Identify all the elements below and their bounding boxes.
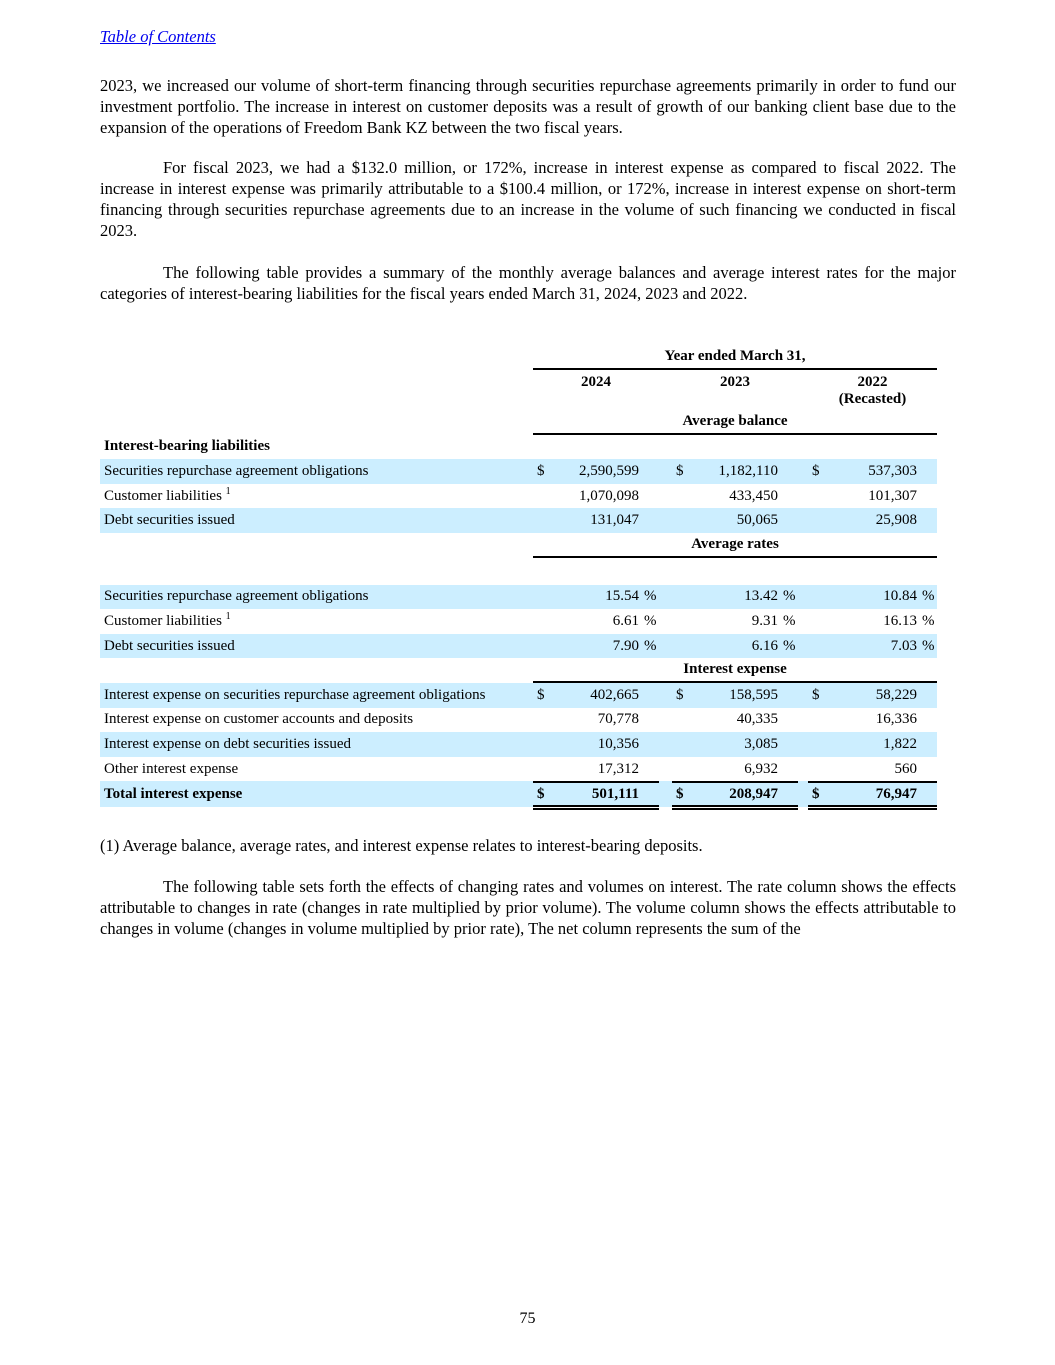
cell-value: 131,047 — [590, 512, 639, 529]
year-2024-header — [533, 374, 659, 391]
cell-value: 537,303 — [868, 462, 917, 479]
row-label: Debt securities issued — [104, 637, 235, 654]
cell-2024 — [533, 732, 659, 757]
percent-sign: % — [922, 588, 935, 605]
table-row — [100, 732, 937, 757]
recasted-label: (Recasted) — [838, 391, 907, 407]
cell-value: 1,822 — [883, 735, 917, 752]
section-header-row — [100, 533, 937, 558]
page-number: 75 — [519, 1310, 536, 1327]
cell-2022 — [808, 683, 937, 708]
table-header-row — [100, 348, 937, 370]
cell-value: 16.13 — [883, 612, 917, 629]
cell-2023 — [672, 781, 798, 807]
column-gap — [798, 585, 808, 610]
cell-2023 — [672, 757, 798, 782]
cell-2022 — [808, 508, 937, 533]
dollar-sign: $ — [812, 462, 820, 479]
year-2022-header — [808, 374, 937, 408]
column-gap — [659, 374, 672, 410]
column-gap — [659, 732, 672, 757]
cell-value: 58,229 — [875, 686, 917, 703]
table-row — [100, 585, 937, 610]
cell-2024 — [533, 508, 659, 533]
footnote-marker: 1 — [225, 485, 231, 497]
cell-value: 208,947 — [729, 785, 778, 802]
group-heading: Interest-bearing liabilities — [104, 438, 270, 455]
row-label — [100, 610, 533, 630]
column-gap — [659, 609, 672, 634]
table-row — [100, 459, 937, 484]
dollar-sign: $ — [537, 686, 545, 703]
group-heading-row — [100, 435, 937, 460]
cell-2023 — [672, 609, 798, 634]
cell-value: 3,085 — [744, 735, 778, 752]
paragraph-rate-volume: The following table sets forth the effects of changing rates and volumes on interest. The rate column shows the effects attributable to changes in rate (changes in rate multiplied by prior volume). The volume column shows the effects attributable to changes in volume (changes in volume multiplied by prior rate), The net column represents the sum of the — [100, 877, 956, 938]
cell-value: 17,312 — [597, 760, 639, 777]
dollar-sign: $ — [676, 785, 684, 802]
column-gap — [798, 683, 808, 708]
cell-value: 101,307 — [868, 487, 917, 504]
footnote-marker: 1 — [225, 610, 231, 622]
row-label-text: Customer liabilities — [104, 487, 222, 504]
cell-2023 — [672, 634, 798, 659]
cell-2022 — [808, 757, 937, 782]
cell-2024 — [533, 683, 659, 708]
table-row — [100, 683, 937, 708]
section-title-average-rates: Average rates — [533, 533, 937, 558]
dollar-sign: $ — [812, 785, 820, 802]
year-label: 2023 — [720, 374, 750, 390]
percent-sign: % — [644, 588, 657, 605]
cell-2022 — [808, 634, 937, 659]
paragraph-fiscal-2023: For fiscal 2023, we had a $132.0 million, or 172%, increase in interest expense as compared to fiscal 2022. The increase in interest expense was primarily attributable to a $100.4 million, or 172%, increase in interest expense on short-term financing through securities repurchase agreements due to an increase in the volume of such financing we conducted in fiscal 2023. — [100, 158, 956, 240]
column-gap — [798, 757, 808, 782]
cell-value: 501,111 — [591, 785, 639, 802]
column-gap — [659, 484, 672, 509]
cell-value: 1,182,110 — [718, 462, 778, 479]
cell-value: 76,947 — [875, 785, 917, 802]
cell-value: 158,595 — [729, 686, 778, 703]
column-gap — [798, 781, 808, 807]
cell-value: 50,065 — [736, 512, 778, 529]
row-label: Total interest expense — [104, 785, 243, 802]
cell-2022 — [808, 781, 937, 807]
cell-value: 16,336 — [875, 711, 917, 728]
cell-value: 13.42 — [744, 588, 778, 605]
cell-2022 — [808, 609, 937, 634]
year-label: 2024 — [581, 374, 611, 390]
cell-value: 560 — [894, 760, 917, 777]
table-row — [100, 708, 937, 733]
column-gap — [659, 757, 672, 782]
cell-value: 7.90 — [612, 637, 639, 654]
row-label: Securities repurchase agreement obligations — [104, 462, 369, 479]
row-label: Interest expense on debt securities issued — [104, 735, 352, 752]
cell-2023 — [672, 484, 798, 509]
percent-sign: % — [783, 612, 796, 629]
row-label: Other interest expense — [104, 760, 239, 777]
interest-liabilities-table — [100, 348, 937, 807]
column-gap — [798, 484, 808, 509]
table-row — [100, 609, 937, 634]
year-label: 2022 — [857, 374, 888, 390]
cell-2024 — [533, 781, 659, 807]
dollar-sign: $ — [537, 462, 545, 479]
cell-2022 — [808, 708, 937, 733]
table-of-contents-link[interactable]: Table of Contents — [100, 27, 216, 46]
cell-2023 — [672, 732, 798, 757]
cell-value: 6,932 — [744, 760, 778, 777]
column-gap — [798, 459, 808, 484]
percent-sign: % — [644, 637, 657, 654]
table-footnote: (1) Average balance, average rates, and interest expense relates to interest-bearing deposits. — [100, 836, 703, 855]
year-ended-header: Year ended March 31, — [533, 348, 937, 370]
table-row — [100, 634, 937, 659]
column-gap — [798, 374, 808, 410]
percent-sign: % — [644, 612, 657, 629]
cell-value: 70,778 — [597, 711, 639, 728]
cell-2024 — [533, 459, 659, 484]
cell-value: 25,908 — [875, 512, 917, 529]
column-gap — [798, 708, 808, 733]
table-row — [100, 757, 937, 782]
cell-value: 433,450 — [729, 487, 778, 504]
percent-sign: % — [922, 612, 935, 629]
spacer-row — [100, 558, 937, 585]
cell-value: 10.84 — [883, 588, 917, 605]
cell-2022 — [808, 732, 937, 757]
column-gap — [798, 634, 808, 659]
percent-sign: % — [922, 637, 935, 654]
row-label: Debt securities issued — [104, 512, 235, 529]
year-columns-row — [100, 370, 937, 410]
cell-2024 — [533, 484, 659, 509]
table-row — [100, 484, 937, 509]
cell-value: 402,665 — [590, 686, 639, 703]
column-gap — [798, 609, 808, 634]
cell-value: 7.03 — [890, 637, 917, 654]
cell-2024 — [533, 634, 659, 659]
cell-2024 — [533, 708, 659, 733]
row-label: Interest expense on customer accounts and deposits — [104, 711, 414, 728]
column-gap — [659, 683, 672, 708]
row-label: Interest expense on securities repurchase agreement obligations — [104, 686, 486, 703]
cell-value: 6.61 — [612, 612, 639, 629]
column-gap — [659, 459, 672, 484]
dollar-sign: $ — [676, 462, 684, 479]
cell-2024 — [533, 609, 659, 634]
section-title-average-balance: Average balance — [533, 410, 937, 435]
section-header-row — [100, 410, 937, 435]
paragraph-table-intro: The following table provides a summary of the monthly average balances and average interest rates for the major categories of interest-bearing liabilities for the fiscal years ended March 31, 2024, 2023 and 2022. — [100, 263, 956, 303]
column-gap — [659, 708, 672, 733]
section-header-row — [100, 658, 937, 683]
cell-value: 6.16 — [751, 637, 778, 654]
percent-sign: % — [783, 637, 796, 654]
cell-value: 10,356 — [597, 735, 639, 752]
column-gap — [659, 634, 672, 659]
cell-2024 — [533, 585, 659, 610]
percent-sign: % — [783, 588, 796, 605]
dollar-sign: $ — [812, 686, 820, 703]
cell-value: 40,335 — [736, 711, 778, 728]
row-label: Securities repurchase agreement obligations — [104, 588, 369, 605]
cell-2024 — [533, 757, 659, 782]
cell-2023 — [672, 708, 798, 733]
cell-2023 — [672, 459, 798, 484]
dollar-sign: $ — [676, 686, 684, 703]
column-gap — [798, 508, 808, 533]
row-label — [100, 485, 533, 505]
total-row — [100, 781, 937, 807]
column-gap — [659, 781, 672, 807]
table-row — [100, 508, 937, 533]
year-2023-header — [672, 374, 798, 391]
cell-2023 — [672, 508, 798, 533]
cell-2023 — [672, 683, 798, 708]
paragraph-continuation: 2023, we increased our volume of short-term financing through securities repurchase agreements primarily in order to fund our investment portfolio. The increase in interest on customer deposits was a result of growth of our banking client base due to the expansion of the operations of Freedom Bank KZ between the two fiscal years. — [100, 76, 956, 137]
cell-value: 1,070,098 — [579, 487, 639, 504]
row-label-text: Customer liabilities — [104, 612, 222, 629]
section-title-interest-expense: Interest expense — [533, 658, 937, 683]
cell-2022 — [808, 585, 937, 610]
dollar-sign: $ — [537, 785, 545, 802]
column-gap — [798, 732, 808, 757]
cell-value: 9.31 — [751, 612, 778, 629]
cell-2022 — [808, 484, 937, 509]
cell-value: 15.54 — [605, 588, 639, 605]
cell-2023 — [672, 585, 798, 610]
cell-value: 2,590,599 — [579, 462, 639, 479]
column-gap — [659, 585, 672, 610]
column-gap — [659, 508, 672, 533]
cell-2022 — [808, 459, 937, 484]
